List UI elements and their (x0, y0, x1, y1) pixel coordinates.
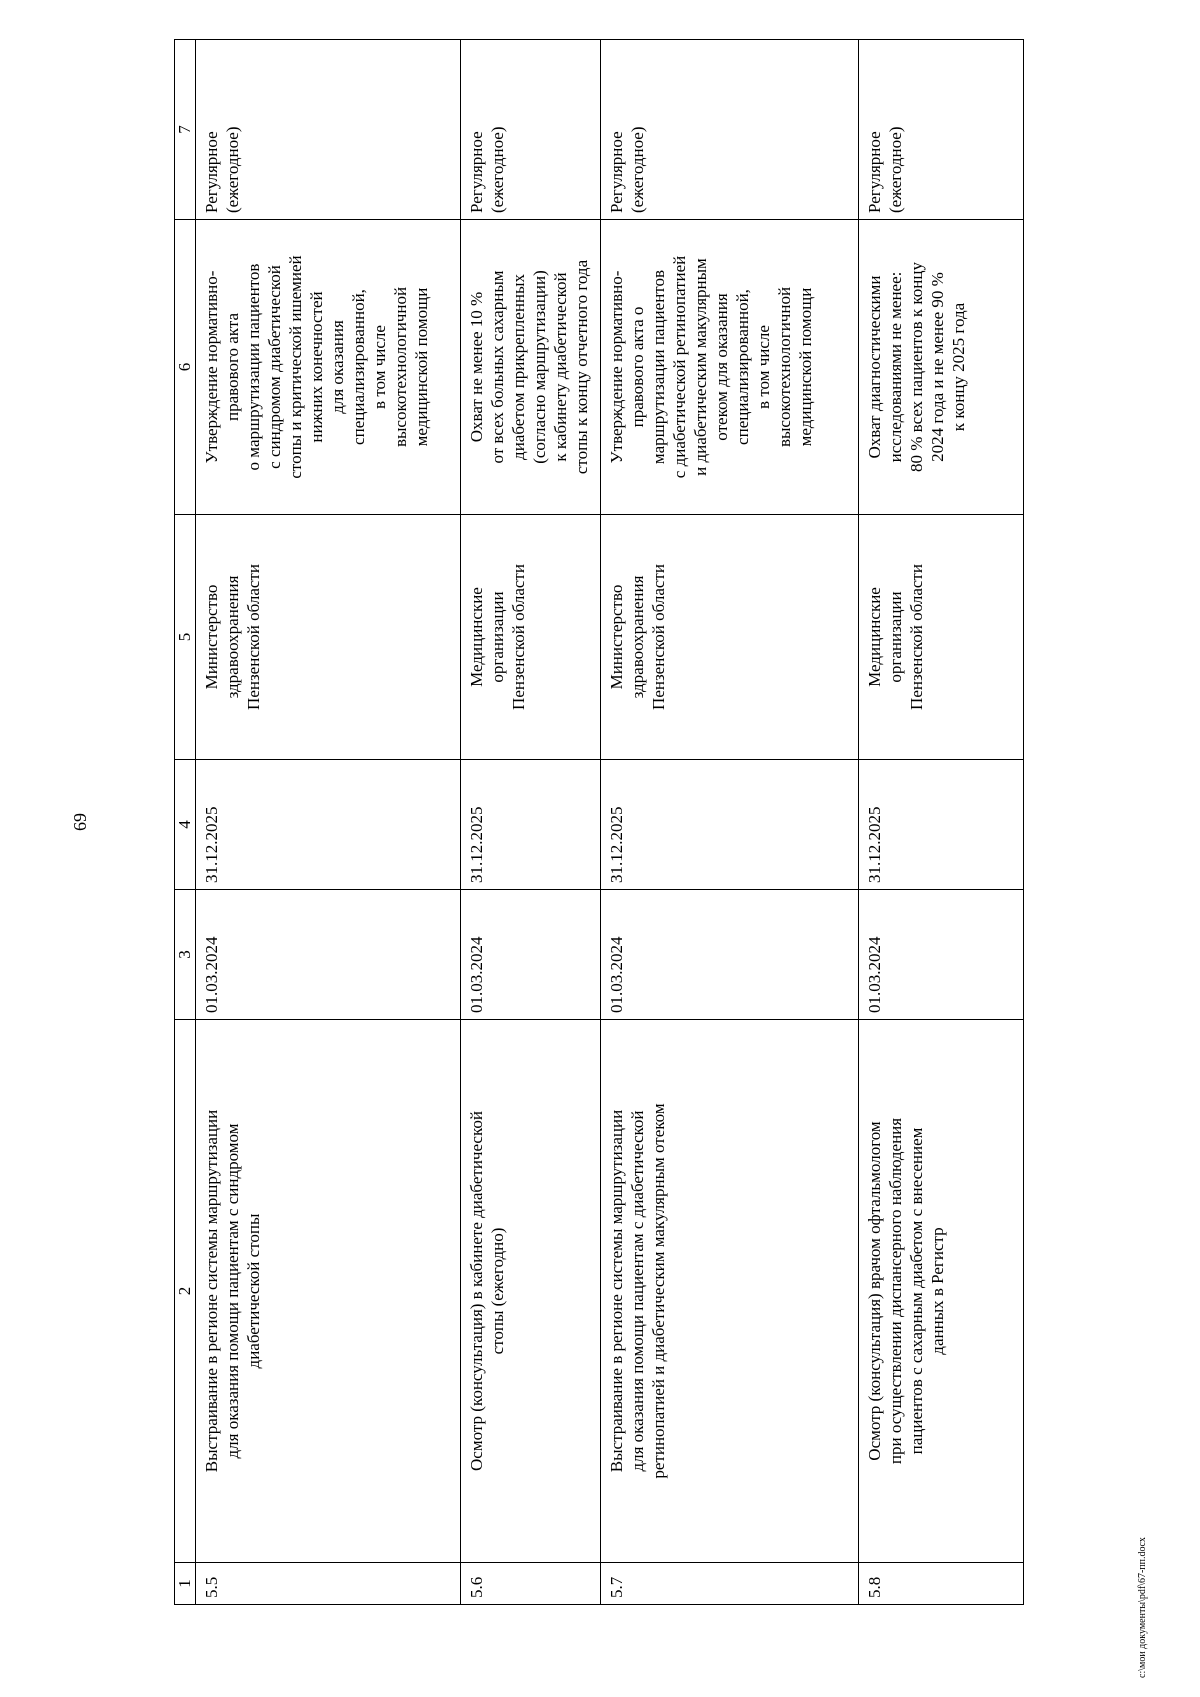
header-col-4: 4 (175, 760, 196, 890)
end-date-cell: 31.12.2025 (601, 760, 859, 890)
header-col-6: 6 (175, 220, 196, 515)
start-date-cell: 01.03.2024 (461, 890, 601, 1020)
plan-table (174, 39, 1024, 1605)
responsible-cell: Медицинские организации Пензенской области (461, 515, 601, 760)
row-number: 5.5 (196, 1563, 461, 1605)
footer-file-path: c:\мои документы\pdf\67-пп.docx (1137, 1537, 1148, 1678)
periodicity-cell: Регулярное (ежегодное) (196, 40, 461, 220)
header-col-3: 3 (175, 890, 196, 1020)
activity-cell: Осмотр (консультация) врачом офтальмологом при осуществлении диспансерного наблюдения пациентов с сахарным диабетом с внесением данных в Регистр (859, 1020, 1024, 1563)
table-row (601, 40, 859, 1605)
start-date-cell: 01.03.2024 (196, 890, 461, 1020)
result-cell: Охват не менее 10 % от всех больных сахарным диабетом прикрепленных (согласно маршрутизации) к кабинету диабетической стопы к концу отчетного года (461, 220, 601, 515)
row-number: 5.7 (601, 1563, 859, 1605)
end-date-cell: 31.12.2025 (196, 760, 461, 890)
page-number: 69 (70, 813, 90, 831)
header-col-1: 1 (175, 1563, 196, 1605)
header-col-7: 7 (175, 40, 196, 220)
start-date-cell: 01.03.2024 (859, 890, 1024, 1020)
header-col-2: 2 (175, 1020, 196, 1563)
end-date-cell: 31.12.2025 (461, 760, 601, 890)
periodicity-cell: Регулярное (ежегодное) (601, 40, 859, 220)
responsible-cell: Министерство здравоохранения Пензенской области (196, 515, 461, 760)
responsible-cell: Медицинские организации Пензенской области (859, 515, 1024, 760)
result-cell: Охват диагностическими исследованиями не менее: 80 % всех пациентов к концу 2024 года и не менее 90 % к концу 2025 года (859, 220, 1024, 515)
result-cell: Утверждение нормативно- правового акта о маршрутизации пациентов с диабетической ретинопатией и диабетическим макулярным отеком для оказания специализированной, в том числе высокотехнологичной медицинской помощи (601, 220, 859, 515)
table-header-row (175, 40, 196, 1605)
start-date-cell: 01.03.2024 (601, 890, 859, 1020)
table-row (461, 40, 601, 1605)
header-col-5: 5 (175, 515, 196, 760)
table-row (196, 40, 461, 1605)
periodicity-cell: Регулярное (ежегодное) (859, 40, 1024, 220)
plan-table-container (174, 40, 1022, 1605)
row-number: 5.8 (859, 1563, 1024, 1605)
periodicity-cell: Регулярное (ежегодное) (461, 40, 601, 220)
table-row (859, 40, 1024, 1605)
activity-cell: Выстраивание в регионе системы маршрутизации для оказания помощи пациентам с диабетической ретинопатией и диабетическим макулярным отеком (601, 1020, 859, 1563)
responsible-cell: Министерство здравоохранения Пензенской области (601, 515, 859, 760)
end-date-cell: 31.12.2025 (859, 760, 1024, 890)
result-cell: Утверждение нормативно- правового акта о маршрутизации пациентов с синдромом диабетической стопы и критической ишемией нижних конечностей для оказания специализированной, в том числе высокотехнологичной медицинской помощи (196, 220, 461, 515)
row-number: 5.6 (461, 1563, 601, 1605)
activity-cell: Выстраивание в регионе системы маршрутизации для оказания помощи пациентам с синдромом диабетической стопы (196, 1020, 461, 1563)
activity-cell: Осмотр (консультация) в кабинете диабетической стопы (ежегодно) (461, 1020, 601, 1563)
